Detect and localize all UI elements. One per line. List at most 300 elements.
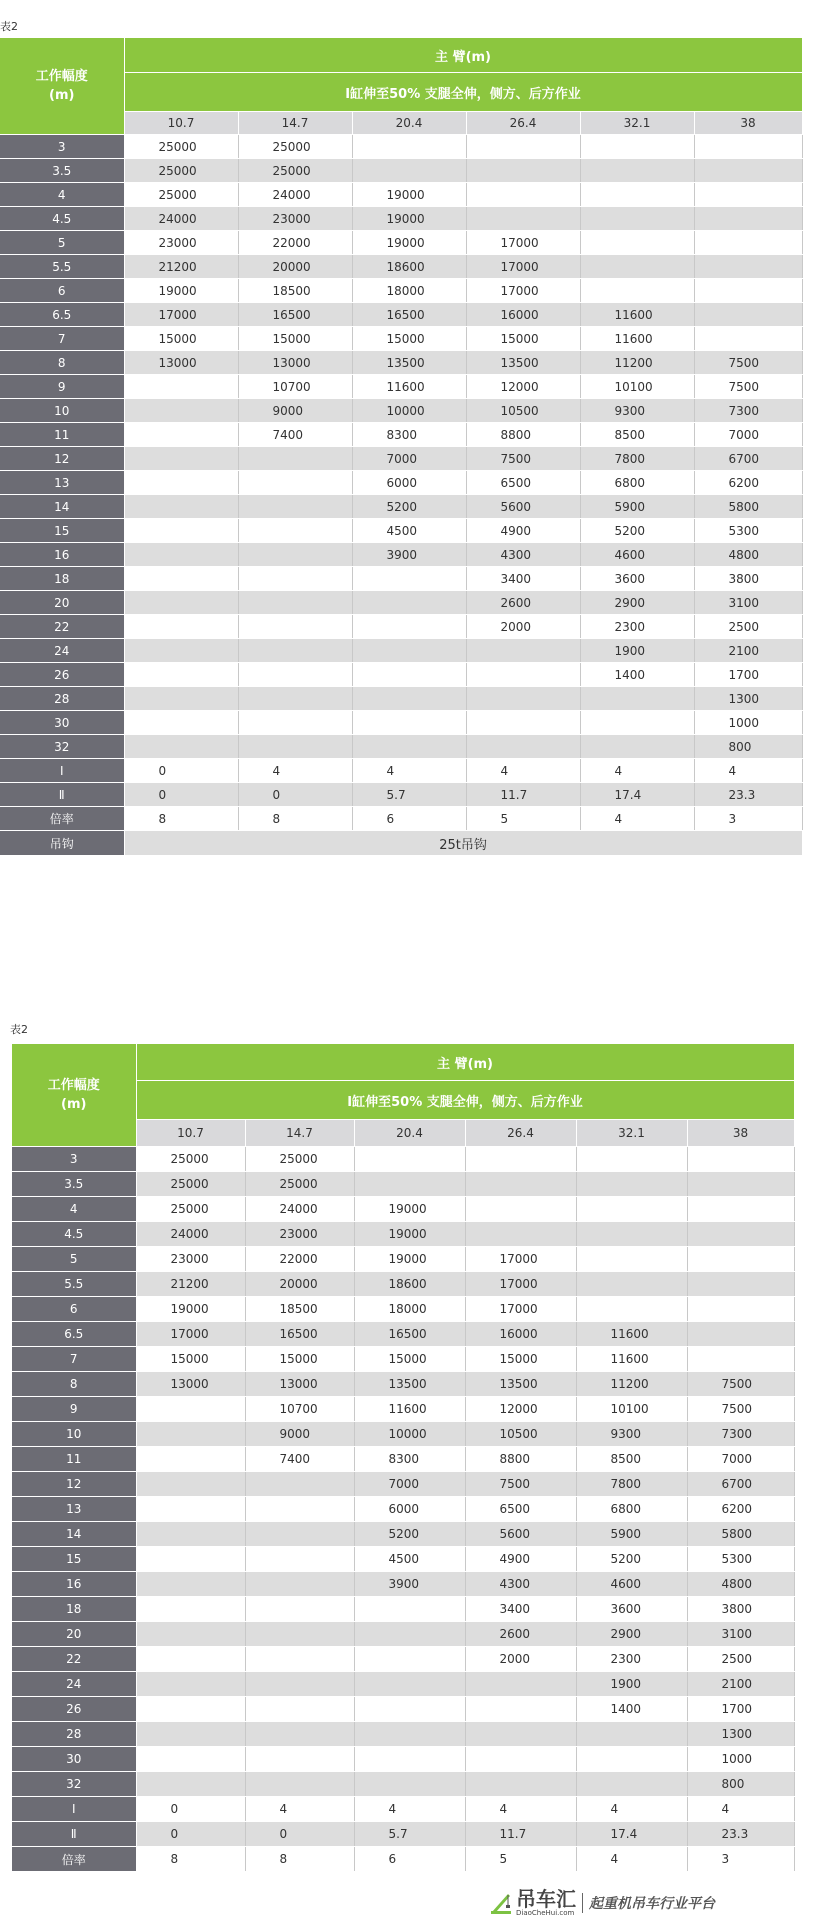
table-row (12, 1397, 794, 1422)
table-cell: 16500 (352, 303, 466, 327)
table-cell: 17.4 (580, 783, 694, 807)
row-label: 28 (0, 687, 124, 711)
table-cell (352, 735, 466, 759)
table-row (0, 807, 802, 831)
table-row (12, 1797, 794, 1822)
row-label: 12 (12, 1472, 136, 1497)
table-row (12, 1297, 794, 1322)
table-cell (136, 1422, 245, 1447)
table-cell (124, 663, 238, 687)
table-cell (687, 1347, 794, 1372)
table-cell (124, 687, 238, 711)
table-cell: 2300 (580, 615, 694, 639)
table-cell: 6500 (465, 1497, 576, 1522)
table-cell: 4 (687, 1797, 794, 1822)
row-label: 吊钩 (0, 831, 124, 856)
table-cell: 8300 (354, 1447, 465, 1472)
table-row (12, 1272, 794, 1297)
table-cell: 19000 (354, 1247, 465, 1272)
row-label: 24 (0, 639, 124, 663)
table-cell: 5600 (466, 495, 580, 519)
table-cell: 20000 (238, 255, 352, 279)
table-row (12, 1697, 794, 1722)
table-row (12, 1472, 794, 1497)
table-cell: 6700 (687, 1472, 794, 1497)
table-cell (352, 135, 466, 159)
table-cell (466, 735, 580, 759)
table-row (0, 615, 802, 639)
row-label: Ⅰ (0, 759, 124, 783)
table-cell (238, 543, 352, 567)
table-cell: 19000 (352, 207, 466, 231)
row-label: 14 (12, 1522, 136, 1547)
table-cell (687, 1172, 794, 1197)
table-cell (465, 1772, 576, 1797)
corner-header (0, 38, 124, 135)
table-cell: 23000 (124, 231, 238, 255)
site-watermark (488, 1888, 820, 1917)
table-cell: 18000 (354, 1297, 465, 1322)
table-cell: 2500 (687, 1647, 794, 1672)
table-cell: 6 (352, 807, 466, 831)
table-cell: 17000 (466, 279, 580, 303)
table-cell: 25000 (124, 183, 238, 207)
table-cell: 18600 (354, 1272, 465, 1297)
table-cell: 11.7 (466, 783, 580, 807)
table-cell (694, 183, 802, 207)
table-cell: 6 (354, 1847, 465, 1872)
table-cell (576, 1197, 687, 1222)
table-cell (124, 447, 238, 471)
table-cell: 1000 (694, 711, 802, 735)
table-cell (466, 639, 580, 663)
table-cell: 25000 (245, 1172, 354, 1197)
table-cell: 6200 (687, 1497, 794, 1522)
table-cell (354, 1747, 465, 1772)
table-cell (580, 255, 694, 279)
table-cell: 18600 (352, 255, 466, 279)
table-cell (124, 495, 238, 519)
table-cell (124, 519, 238, 543)
table-row (0, 279, 802, 303)
table-cell: 5900 (580, 495, 694, 519)
table-cell: 17000 (466, 255, 580, 279)
table-cell: 4 (352, 759, 466, 783)
table-row (12, 1422, 794, 1447)
table-cell (580, 135, 694, 159)
table-cell: 1000 (687, 1747, 794, 1772)
row-label: 30 (12, 1747, 136, 1772)
table-cell (694, 255, 802, 279)
table-cell: 15000 (136, 1347, 245, 1372)
table-cell (124, 615, 238, 639)
table-cell (245, 1622, 354, 1647)
table-cell: 11600 (580, 327, 694, 351)
table-cell (124, 591, 238, 615)
row-label: 30 (0, 711, 124, 735)
table-cell: 0 (124, 759, 238, 783)
table-cell: 5.7 (354, 1822, 465, 1847)
table-cell (465, 1172, 576, 1197)
table-row (12, 1572, 794, 1597)
table-cell: 17000 (465, 1247, 576, 1272)
table-cell: 19000 (352, 231, 466, 255)
table-row (12, 1172, 794, 1197)
table-cell (238, 687, 352, 711)
table-cell (465, 1672, 576, 1697)
row-label: 7 (12, 1347, 136, 1372)
table-row (0, 639, 802, 663)
boom-length-header: 20.4 (354, 1120, 465, 1147)
table-cell (124, 567, 238, 591)
row-label: 16 (0, 543, 124, 567)
table-cell (136, 1397, 245, 1422)
table-cell: 11600 (354, 1397, 465, 1422)
table-cell: 10000 (354, 1422, 465, 1447)
table-cell: 6500 (466, 471, 580, 495)
table-caption: 表2 (0, 20, 18, 33)
row-label: 26 (0, 663, 124, 687)
table-cell: 4 (580, 759, 694, 783)
table-cell (466, 159, 580, 183)
table-row (0, 663, 802, 687)
table-cell (576, 1297, 687, 1322)
row-label: 15 (0, 519, 124, 543)
table-cell (238, 519, 352, 543)
table-row (0, 207, 802, 231)
table-cell (687, 1222, 794, 1247)
table-cell: 10700 (245, 1397, 354, 1422)
table-row (12, 1747, 794, 1772)
table-cell (238, 591, 352, 615)
table-cell: 19000 (354, 1197, 465, 1222)
condition-header: Ⅰ缸伸至50% 支腿全伸，侧方、后方作业 (136, 1081, 794, 1120)
table-cell (238, 639, 352, 663)
table-cell (124, 639, 238, 663)
corner-header-label: 工作幅度 (m) (47, 1077, 100, 1112)
table-cell: 23000 (238, 207, 352, 231)
table-cell: 23.3 (694, 783, 802, 807)
row-label: 20 (12, 1622, 136, 1647)
row-label: 9 (12, 1397, 136, 1422)
boom-length-header: 20.4 (352, 112, 466, 135)
table-row (12, 1447, 794, 1472)
row-label: 9 (0, 375, 124, 399)
table-row (0, 231, 802, 255)
table-cell: 1700 (687, 1697, 794, 1722)
table-row (12, 1622, 794, 1647)
row-label: 28 (12, 1722, 136, 1747)
table-cell: 13500 (466, 351, 580, 375)
table-cell (124, 711, 238, 735)
table-cell: 18500 (245, 1297, 354, 1322)
table-cell (576, 1147, 687, 1172)
table-row (0, 519, 802, 543)
table-cell: 15000 (465, 1347, 576, 1372)
table-cell: 4 (694, 759, 802, 783)
table-cell (354, 1622, 465, 1647)
table-cell: 11200 (580, 351, 694, 375)
table-cell: 11600 (352, 375, 466, 399)
table-cell: 6800 (576, 1497, 687, 1522)
table-cell: 4300 (465, 1572, 576, 1597)
row-label: 3.5 (0, 159, 124, 183)
table-row (0, 735, 802, 759)
row-label: 12 (0, 447, 124, 471)
table-cell (136, 1597, 245, 1622)
table-cell (580, 687, 694, 711)
boom-length-header: 38 (694, 112, 802, 135)
table-cell: 19000 (124, 279, 238, 303)
table-cell: 8800 (465, 1447, 576, 1472)
table-cell (580, 735, 694, 759)
row-label: 18 (12, 1597, 136, 1622)
table-cell: 18000 (352, 279, 466, 303)
boom-length-header: 10.7 (124, 112, 238, 135)
table-cell: 16500 (245, 1322, 354, 1347)
table-cell (352, 591, 466, 615)
row-label: 5 (0, 231, 124, 255)
table-cell (580, 711, 694, 735)
table-row (0, 711, 802, 735)
table-cell (466, 663, 580, 687)
crane-logo-icon (488, 1890, 514, 1916)
row-label: Ⅱ (0, 783, 124, 807)
table-cell: 2000 (465, 1647, 576, 1672)
table-cell: 3600 (576, 1597, 687, 1622)
table-cell (136, 1497, 245, 1522)
table-cell: 19000 (352, 183, 466, 207)
table-cell (124, 471, 238, 495)
table-cell: 4600 (580, 543, 694, 567)
table-cell: 5900 (576, 1522, 687, 1547)
boom-length-header: 32.1 (576, 1120, 687, 1147)
row-label: 3.5 (12, 1172, 136, 1197)
table-cell: 1900 (576, 1672, 687, 1697)
table-cell: 2100 (694, 639, 802, 663)
table-cell: 24000 (136, 1222, 245, 1247)
table-cell: 5300 (694, 519, 802, 543)
table-cell: 8800 (466, 423, 580, 447)
table-row (12, 1722, 794, 1747)
row-label: 24 (12, 1672, 136, 1697)
table-cell (136, 1522, 245, 1547)
boom-length-header: 14.7 (238, 112, 352, 135)
row-label: Ⅰ (12, 1797, 136, 1822)
table-cell: 13000 (238, 351, 352, 375)
table-cell: 8 (245, 1847, 354, 1872)
table-row (0, 351, 802, 375)
table-cell (136, 1647, 245, 1672)
table-cell: 8 (136, 1847, 245, 1872)
table-cell: 7800 (580, 447, 694, 471)
table-cell (245, 1747, 354, 1772)
row-label: 7 (0, 327, 124, 351)
table-cell: 25000 (238, 135, 352, 159)
table-cell: 3900 (354, 1572, 465, 1597)
table-cell (245, 1597, 354, 1622)
table-cell: 16500 (354, 1322, 465, 1347)
table-row (12, 1147, 794, 1172)
table-row (0, 327, 802, 351)
table-cell (580, 207, 694, 231)
table-cell: 1300 (694, 687, 802, 711)
boom-length-header: 14.7 (245, 1120, 354, 1147)
table-cell (136, 1772, 245, 1797)
table-cell (352, 639, 466, 663)
main-boom-header: 主 臂(m) (136, 1044, 794, 1081)
table-cell: 13500 (465, 1372, 576, 1397)
table-cell (136, 1622, 245, 1647)
boom-length-header: 26.4 (465, 1120, 576, 1147)
table-cell: 3400 (466, 567, 580, 591)
table-cell (354, 1172, 465, 1197)
table-cell: 10100 (580, 375, 694, 399)
row-label: 3 (12, 1147, 136, 1172)
table-cell: 23.3 (687, 1822, 794, 1847)
table-cell: 3 (687, 1847, 794, 1872)
table-row (12, 1347, 794, 1372)
table-row (0, 375, 802, 399)
table-cell: 10000 (352, 399, 466, 423)
table-cell: 4 (580, 807, 694, 831)
table-cell (580, 183, 694, 207)
table-cell: 6000 (352, 471, 466, 495)
table-cell (576, 1772, 687, 1797)
table-cell (465, 1697, 576, 1722)
table-row (12, 1197, 794, 1222)
table-cell: 25000 (124, 159, 238, 183)
row-label: 6 (12, 1297, 136, 1322)
table-cell: 11600 (576, 1322, 687, 1347)
table-cell (136, 1747, 245, 1772)
table-cell: 25000 (136, 1172, 245, 1197)
row-label: 14 (0, 495, 124, 519)
table-cell: 3100 (687, 1622, 794, 1647)
table-cell (687, 1297, 794, 1322)
table-cell: 7300 (694, 399, 802, 423)
table-cell: 25000 (136, 1197, 245, 1222)
table-cell: 18500 (238, 279, 352, 303)
table-cell: 3900 (352, 543, 466, 567)
table-cell (354, 1647, 465, 1672)
table-cell: 800 (694, 735, 802, 759)
table-cell: 13000 (124, 351, 238, 375)
table-cell: 9000 (238, 399, 352, 423)
table-row (12, 1547, 794, 1572)
table-cell (136, 1447, 245, 1472)
table-row (0, 543, 802, 567)
table-cell (124, 543, 238, 567)
table-cell: 22000 (238, 231, 352, 255)
table-cell: 16500 (238, 303, 352, 327)
table-cell (238, 735, 352, 759)
hook-value: 25t吊钩 (124, 831, 802, 856)
table-cell (245, 1672, 354, 1697)
table-cell: 13000 (136, 1372, 245, 1397)
table-cell (352, 687, 466, 711)
table-cell: 12000 (465, 1397, 576, 1422)
table-cell: 10500 (465, 1422, 576, 1447)
hook-row (0, 831, 802, 856)
table-cell: 11600 (576, 1347, 687, 1372)
table-row (0, 567, 802, 591)
table-cell (245, 1697, 354, 1722)
table-cell (354, 1722, 465, 1747)
row-label: Ⅱ (12, 1822, 136, 1847)
table-cell: 3800 (687, 1597, 794, 1622)
table-cell: 19000 (136, 1297, 245, 1322)
row-label: 4.5 (0, 207, 124, 231)
table-cell (687, 1322, 794, 1347)
row-label: 18 (0, 567, 124, 591)
boom-length-header: 38 (687, 1120, 794, 1147)
boom-length-header: 26.4 (466, 112, 580, 135)
table-cell: 5800 (687, 1522, 794, 1547)
table-row (12, 1597, 794, 1622)
table-cell (354, 1147, 465, 1172)
table-cell: 11.7 (465, 1822, 576, 1847)
table-row (0, 423, 802, 447)
table-cell: 5 (465, 1847, 576, 1872)
row-label: 22 (0, 615, 124, 639)
table-cell (136, 1572, 245, 1597)
table-cell: 3 (694, 807, 802, 831)
table-cell: 6800 (580, 471, 694, 495)
table-cell (687, 1272, 794, 1297)
table-cell (352, 567, 466, 591)
table-cell (694, 135, 802, 159)
table-cell: 5200 (580, 519, 694, 543)
row-label: 13 (12, 1497, 136, 1522)
table-cell (694, 207, 802, 231)
table-cell: 4 (466, 759, 580, 783)
table-cell: 7000 (352, 447, 466, 471)
table-cell (576, 1172, 687, 1197)
table-cell: 9300 (580, 399, 694, 423)
table-cell (580, 159, 694, 183)
table-cell (352, 711, 466, 735)
table-cell: 800 (687, 1772, 794, 1797)
header-row (12, 1044, 794, 1081)
watermark-divider (582, 1893, 583, 1913)
row-label: 6 (0, 279, 124, 303)
table-cell: 12000 (466, 375, 580, 399)
table-cell: 5600 (465, 1522, 576, 1547)
table-cell: 0 (136, 1822, 245, 1847)
table-cell: 22000 (245, 1247, 354, 1272)
table-row (0, 255, 802, 279)
table-cell: 11600 (580, 303, 694, 327)
table-cell: 7500 (694, 351, 802, 375)
table-row (0, 687, 802, 711)
table-cell: 21200 (136, 1272, 245, 1297)
table-cell: 23000 (136, 1247, 245, 1272)
row-label: 4 (12, 1197, 136, 1222)
table-cell (245, 1722, 354, 1747)
table-cell: 2900 (580, 591, 694, 615)
table-cell: 15000 (245, 1347, 354, 1372)
table-cell: 7000 (354, 1472, 465, 1497)
row-label: 5.5 (12, 1272, 136, 1297)
row-label: 8 (0, 351, 124, 375)
table-cell (694, 303, 802, 327)
row-label: 10 (0, 399, 124, 423)
table-cell: 23000 (245, 1222, 354, 1247)
table-cell: 8300 (352, 423, 466, 447)
table-cell: 5800 (694, 495, 802, 519)
table-row (0, 303, 802, 327)
